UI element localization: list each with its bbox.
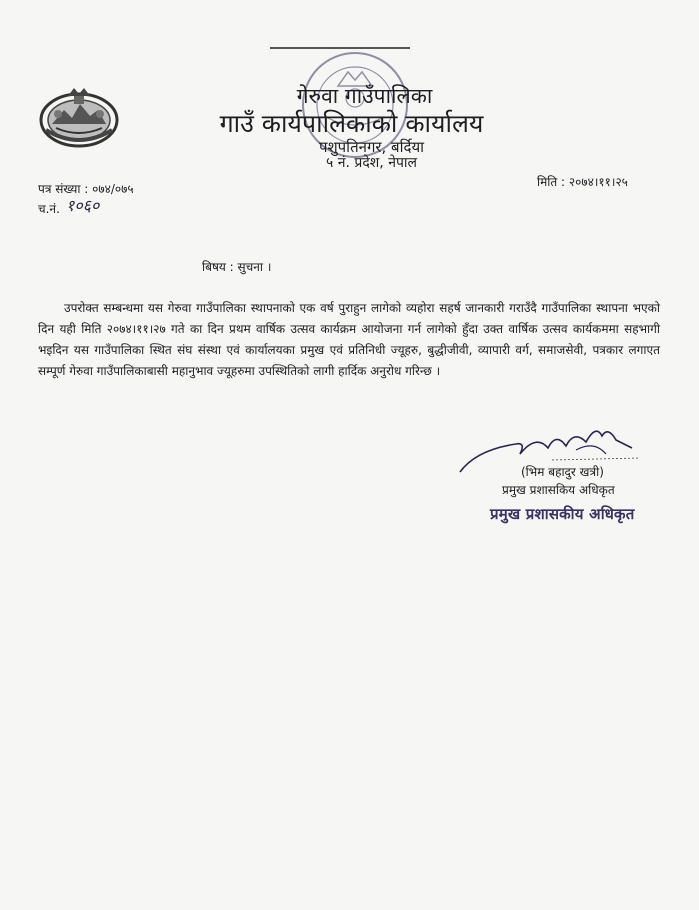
subject-line: बिषय : सुचना ।	[202, 260, 272, 274]
province-country: ५ नं. प्रदेश, नेपाल	[325, 155, 418, 171]
signatory-name: (भिम बहादुर खत्री)	[521, 465, 604, 479]
designation-stamp: प्रमुख प्रशासकीय अधिकृत	[490, 505, 635, 523]
municipality-name: गेरुवा गाउँपालिका	[296, 84, 433, 108]
letter-number: पत्र संख्या : ०७४/०७५	[38, 182, 134, 196]
dispatch-label: च.नं.	[38, 202, 60, 216]
office-address: पशुपतिनगर, बर्दिया	[318, 138, 425, 156]
letter-body: उपरोक्त सम्बन्धमा यस गेरुवा गाउँपालिका स्थापनाको एक वर्ष पुराहुन लागेको व्यहोरा सहर्ष जानकारी गराउँदै गाउँपालिका स्थापना भएको दिन यही मिति २०७४।११।२७ गते का दिन प्रथम वार्षिक उत्सव कार्यक्रम आयोजना गर्न लागेको हुँदा उक्त वार्षिक उत्सव कार्यकममा सहभागी भइदिन यस गाउँपालिका स्थित संघ संस्था एवं कार्यालयका प्रमुख एवं प्रतिनिधी ज्यूहरु, बुद्धीजीवी, व्यापारी वर्ग, समाजसेवी, पत्रकार लगाएत सम्पूर्ण गेरुवा गाउँपालिकाबासी महानुभाव ज्यूहरुमा उपस्थितिको लागी हार्दिक अनुरोध गरिन्छ ।	[38, 301, 660, 378]
letter-date: मिति : २०७४।११।२५	[537, 175, 628, 189]
office-title: गाउँ कार्यपालिकाको कार्यालय	[219, 109, 484, 138]
dispatch-number: १०६०	[66, 196, 100, 215]
signatory-title: प्रमुख प्रशासकिय अधिकृत	[502, 483, 615, 497]
